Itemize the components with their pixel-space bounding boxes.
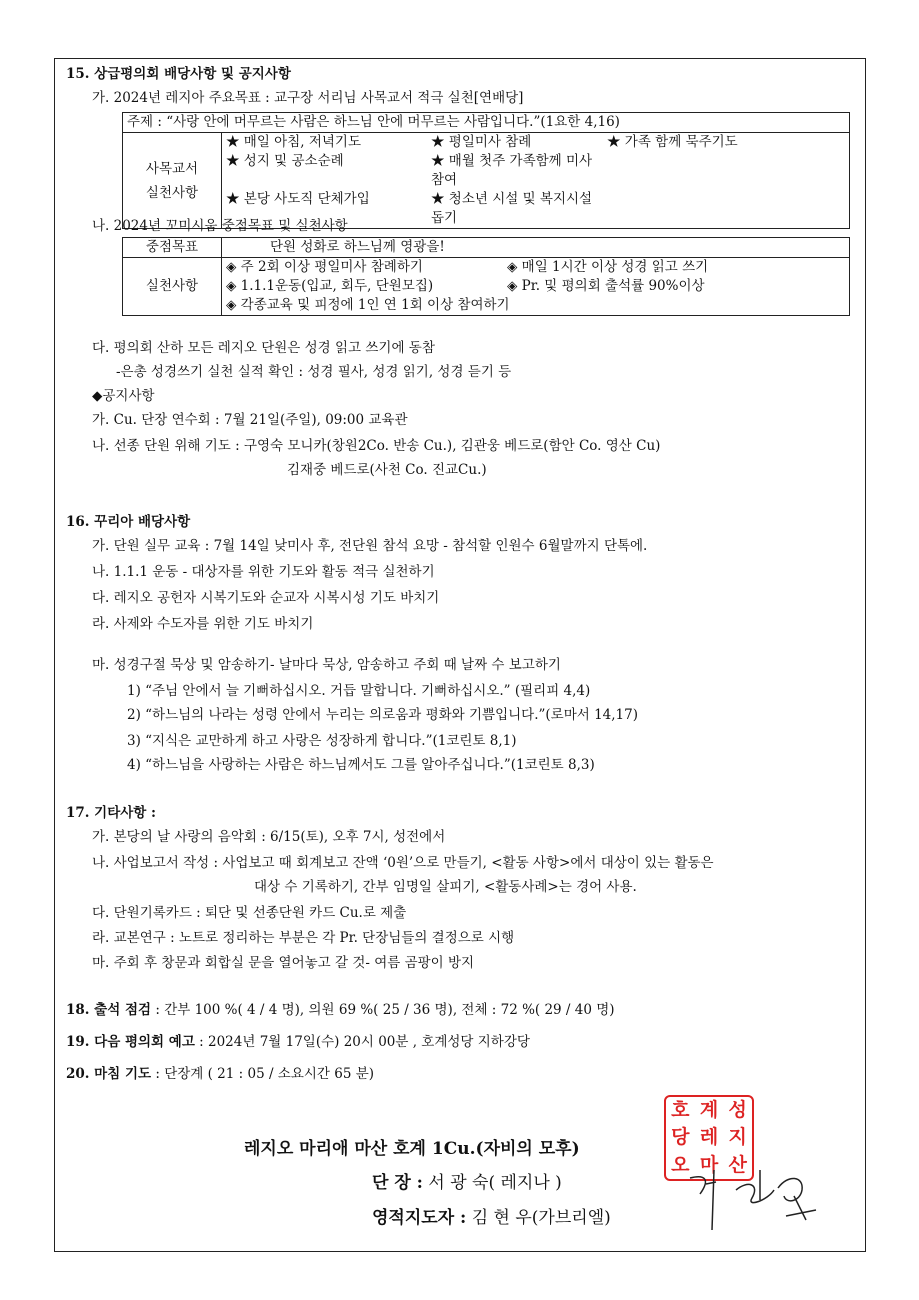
pastoral-label-cell [123,133,222,229]
pastoral-item: ★ 가족 함께 묵주기도 [607,134,738,150]
focus-value: 단원 성화로 하느님께 영광을! [222,238,850,258]
pastoral-item [607,152,757,190]
pastoral-item: ★ 성지 및 공소순례 [226,153,344,169]
seal-char: 호 [671,1099,690,1122]
closing-prayer-line [66,1064,374,1084]
seal-char: 레 [699,1126,719,1149]
section-17-title: 17. 기타사항 : [66,805,157,821]
seal-char: 당 [671,1126,690,1149]
pastoral-label-2: 실천사항 [145,184,199,201]
pastoral-label-1: 사목교서 [145,160,199,177]
s15-item-da-sub: -은총 성경쓰기 실천 실적 확인 : 성경 필사, 성경 읽기, 성경 듣기 등 [116,364,512,380]
director-label: 영적지도자 : [372,1208,467,1228]
seal-char: 지 [728,1126,747,1149]
verse: 3) “지식은 교만하게 하고 사랑은 성장하게 합니다.”(1코린토 8,1) [127,733,517,749]
s17-item: 라. 교본연구 : 노트로 정리하는 부분은 각 Pr. 단장님들의 결정으로 시행 [92,930,515,946]
pastoral-item [607,190,757,228]
practice-item: ◈ 매일 1시간 이상 성경 읽고 쓰기 [507,259,709,275]
verse: 4) “하느님을 사랑하는 사람은 하느님께서도 그를 알아주십니다.”(1코린토 8,3) [127,757,595,773]
closing-prayer-text: : 단장계 ( 21 : 05 / 소요시간 65 분) [151,1066,375,1082]
seal-char: 계 [699,1099,719,1122]
notice-ga: 가. Cu. 단장 연수회 : 7월 21일(주일), 09:00 교육관 [92,412,408,428]
pastoral-item: ★ 평일미사 참례 [431,134,532,150]
notice-title: ◆공지사항 [92,388,155,404]
pastoral-table [122,112,850,229]
pastoral-item: ★ 매일 아침, 저녁기도 [226,134,361,150]
s15-item-na: 나. 2024년 꼬미시움 중점목표 및 실천사항 [92,218,348,234]
s15-item-ga: 가. 2024년 레지아 주요목표 : 교구장 서리님 사목교서 적극 실천[연배당] [92,90,524,106]
s17-item-cont: 대상 수 기록하기, 간부 임명일 살피기, <활동사례>는 경어 사용. [254,879,637,895]
section-15-title: 15. 상급평의회 배당사항 및 공지사항 [66,66,291,82]
focus-table [122,237,850,316]
pastoral-item: ★ 매월 첫주 가족함께 미사 참여 [431,153,593,188]
s16-item: 나. 1.1.1 운동 - 대상자를 위한 기도와 활동 적극 실천하기 [92,564,435,580]
director-line [372,1203,611,1228]
seal-char: 마 [699,1153,719,1176]
closing-prayer-label: 20. 마침 기도 [66,1066,152,1082]
s16-item: 다. 레지오 공헌자 시복기도와 순교자 시복시성 기도 바치기 [92,590,440,606]
pastoral-items-cell [222,133,850,229]
leader-label: 단 장 : [372,1173,423,1193]
attendance-text: : 간부 100 %( 4 / 4 명), 의원 69 %( 25 / 36 명), 전체 : 72 %( 29 / 40 명) [151,1002,615,1018]
next-meeting-label: 19. 다음 평의회 예고 [66,1034,195,1050]
seal-char: 산 [728,1153,747,1176]
handwritten-signature [676,1160,836,1240]
section-16-title: 16. 꾸리아 배당사항 [66,514,191,530]
practice-item: ◈ 각종교육 및 피정에 1인 연 1회 이상 참여하기 [226,297,510,313]
practice-item: ◈ 주 2회 이상 평일미사 참례하기 [226,259,423,275]
focus-label: 중점목표 [123,238,222,258]
pastoral-item: ★ 본당 사도직 단체가입 [226,191,370,207]
s16-item: 라. 사제와 수도자를 위한 기도 바치기 [92,616,314,632]
seal-char: 오 [671,1153,690,1176]
s17-item: 다. 단원기록카드 : 퇴단 및 선종단원 카드 Cu.로 제출 [92,905,407,921]
notice-na-cont: 김재중 베드로(사천 Co. 진교Cu.) [287,462,487,478]
s17-item: 가. 본당의 날 사랑의 음악회 : 6/15(토), 오후 7시, 성전에서 [92,829,446,845]
attendance-label: 18. 출석 점검 [66,1002,152,1018]
practice-item: ◈ 1.1.1운동(입교, 회두, 단원모집) [226,278,434,294]
seal-char: 성 [728,1099,747,1122]
s15-item-da: 다. 평의회 산하 모든 레지오 단원은 성경 읽고 쓰기에 동참 [92,340,435,356]
director-name: 김 현 우(가브리엘) [471,1208,611,1228]
practice-item: ◈ Pr. 및 평의회 출석률 90%이상 [507,278,705,294]
s17-item: 나. 사업보고서 작성 : 사업보고 때 회계보고 잔액 ‘0원’으로 만들기, <활동 사항>에서 대상이 있는 활동은 [92,855,714,871]
practice-label: 실천사항 [123,258,222,316]
s16-item-ma: 마. 성경구절 묵상 및 암송하기- 날마다 묵상, 암송하고 주회 때 날짜 수 보고하기 [92,657,561,673]
verse: 2) “하느님의 나라는 성령 안에서 누리는 의로움과 평화와 기쁨입니다.”(로마서 14,17) [127,707,638,723]
s16-item: 가. 단원 실무 교육 : 7월 14일 낮미사 후, 전단원 참석 요망 - 참석할 인원수 6월말까지 단톡에. [92,538,648,554]
notice-na: 나. 선종 단원 위해 기도 : 구영숙 모니카(창원2Co. 반송 Cu.), 김관웅 베드로(함안 Co. 영산 Cu) [92,438,661,454]
s17-item: 마. 주회 후 창문과 회합실 문을 열어놓고 갈 것- 여름 곰팡이 방지 [92,955,475,971]
organization-name: 레지오 마리애 마산 호계 1Cu.(자비의 모후) [244,1139,580,1159]
pastoral-item: ★ 청소년 시설 및 복지시설 돕기 [431,191,593,226]
theme-cell: 주제 : “사랑 안에 머무르는 사람은 하느님 안에 머무르는 사람입니다.”(1요한 4,16) [123,113,850,133]
attendance-line [66,1000,615,1020]
leader-name: 서 광 숙( 레지나 ) [428,1173,562,1193]
practice-items-cell [222,258,850,316]
next-meeting-line [66,1032,530,1052]
leader-line [372,1168,562,1193]
verse: 1) “주님 안에서 늘 기뻐하십시오. 거듭 말합니다. 기뻐하십시오.” (필리피 4,4) [127,683,591,699]
next-meeting-text: : 2024년 7월 17일(수) 20시 00분 , 호계성당 지하강당 [194,1034,530,1050]
